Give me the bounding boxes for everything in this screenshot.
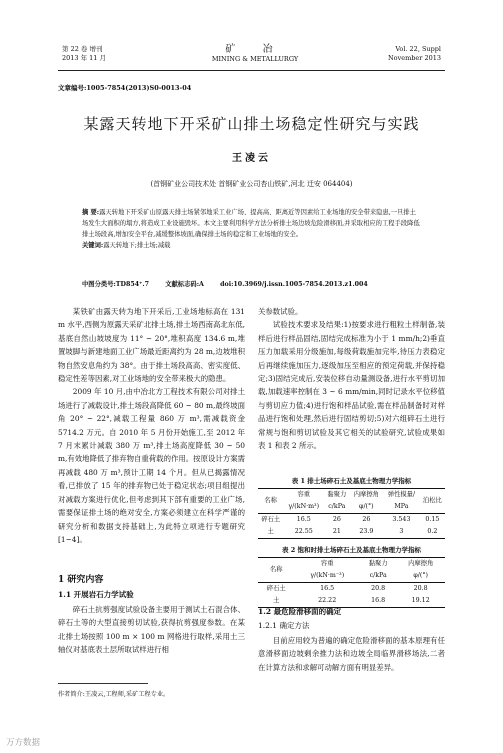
journal-name-en: MINING & METALLURGY [211,55,299,63]
paper-title: 某露天转地下开采矿山排土场稳定性研究与实践 [83,115,420,133]
table-cell: 23.9 [349,526,383,539]
table-unit-cell: φ/(°) [413,572,428,579]
author-name: 王凌云 [232,153,271,164]
test-requirements-paragraph: 试验技术要求及结果:1)按要求进行粗粒土样制备,装样后进行样品固结,固结完成标准为小于 1 mm/h;2)垂直压力加载采用分级施加,每级荷载施加完毕,待压力表稳定后再继续施加压力,逐级加压至相应的预定荷载,并保持稳定;3)固结完成后,安装位移自动量测设备,进行水平剪切加载,加载速率控制在 3 ~ 6 mm/min,同时记录水平位移值与剪切应力值;4)进行饱和样品试验,需在样品制备时对样品进行饱和处理,然后进行固结剪切;5)对六组碎石土进行常规与饱和剪切试验及其它相关的试验研究,试验成果如表 1 和表 2 所示。 [258,320,445,451]
table-cell: 16.8 [360,595,396,608]
clc-number: 中图分类号:TD854⁺.7 [82,281,149,288]
table-header-cell: 内摩擦角 [349,489,383,502]
table-unit-cell: c/kPa [369,572,387,579]
table-cell: 碎石土 [258,583,294,596]
table-2 [258,557,445,608]
journal-issue-info-en [388,45,441,63]
right-column-body [258,305,445,452]
table-row [258,526,445,539]
author-footnote: 作者简介:王凌云,工程师,采矿工程专业。 [58,691,170,698]
journal-name-cn: 矿 冶 [225,44,285,55]
table-row [258,514,445,527]
left-column-body [58,305,245,546]
table-cell: 21 [324,526,349,539]
table-cell: 20.8 [396,583,445,596]
date-line: 2013 年 11 月 [62,54,107,62]
keywords-line [82,240,422,251]
table-header-cell: 容重 [294,558,360,571]
watermark: 万方数据 [6,738,41,748]
table-unit-cell: MPa [394,503,409,510]
table-row [258,583,445,596]
table-header-cell: 弹性模量/ [383,489,420,502]
intro-paragraph-1: 某铁矿由露天转为地下开采后,工业场地标高在 131 m 水平,西侧为原露天采矿北排土场,排土场西南高北东低,基底自然山坡坡度为 11° ~ 20°,堆积高度 134.6 m,堆置坡脚与新建地面工业广场最近距离约为 28 m,边坡堆积物自然安息角约为 38°。由于排土场段高高、密实度低、稳定性差等因素,对工业场地的安全带来极大的隐患。 [58,307,245,384]
article-number: 文章编号:1005-7854(2013)S0-0013-04 [58,84,192,92]
section-heading-1-2: 1.2 最危险滑移面的确定 [258,607,342,616]
document-code: 文献标志码:A [165,281,204,288]
intro-paragraph-2: 2009 年 10 月,由中冶北方工程技术有限公司对排土场进行了减载设计,排土场段高降低 60 ~ 80 m,最终坡面角 20° ~ 22°,减载工程量 860 万 m³,需减载资金 5714.2 万元。自 2010 年 5 月份开始施工,至 2012 年 7 月末累计减载 380 万 m³,排土场高度降低 30 ~ 50 m,有效地降低了排弃物自重荷载的作用。按原设计方案需再减载 480 万 m³,预计工期 14 个月。但从已揭露情况看,已排放了 15 年的排弃物已处于稳定状态;项目组提出对减载方案进行优化,但考虑到其下部有重要的工业广场,需要保证排土场的绝对安全,方案必须建立在科学严谨的研究分析和数据支持基础上,为此特立项进行专题研究[1~4]。 [58,387,245,544]
classification-line [82,279,442,288]
table-unit-cell: c/kPa [328,503,346,510]
table-unit-cell: γ/(kN·m³) [288,503,320,510]
journal-issue-info [62,45,106,63]
footnote-rule [58,683,148,684]
table-1-caption: 表 1 排土场碎石土及基底土物理力学指标 [291,477,412,485]
table-cell: 0.15 [420,514,445,527]
table-cell: 碎石土 [258,514,283,527]
journal-name [180,45,330,64]
table-cell: 26 [349,514,383,527]
table-cell: 16.5 [283,514,324,527]
table-1 [258,488,445,539]
table-cell: 土 [258,595,294,608]
table-cell: 0.2 [420,526,445,539]
table-cell: 22.55 [283,526,324,539]
table-unit-cell: φ/(°) [359,503,374,510]
table-header-cell: 容重 [283,489,324,502]
section-heading-1: 1 研究内容 [58,575,104,585]
date-line-en: November 2013 [387,54,441,62]
continued-paragraph: 关参数试验。 [258,307,303,316]
keywords: 露天转地下;排土场;减载 [103,242,171,249]
header-rule [58,70,445,71]
abstract-label: 摘 要: [82,209,100,216]
table-cell: 19.12 [396,595,445,608]
table-cell: 土 [258,526,283,539]
table-cell: 22.22 [294,595,360,608]
method-paragraph: 目前应用较为普遍的确定危险滑移面的基本原理有任意滑移面边坡剩余推力法和边坡全局临界滑移场法,二者在计算方法和求解可动解方面有明显差异。 [258,636,445,672]
table-header-cell: 黏聚力 [360,558,396,571]
section-heading-1-2-1: 1.2.1 确定方法 [258,621,310,630]
table-2-caption: 表 2 饱和时排土场碎石土及基底土物理力学指标 [281,546,422,554]
section-heading-1-1: 1.1 开展岩石力学试验 [58,590,134,599]
table-header-cell: 名称 [258,489,283,514]
volume-line: 第 22 卷 增刊 [62,45,103,53]
doi: doi:10.3969/j.issn.1005-7854.2013.z1.004 [220,281,368,288]
table-header-cell: 内摩擦角 [396,558,445,571]
table-cell: 26 [324,514,349,527]
table-cell: 3 [383,526,420,539]
left-column-body-2 [58,603,245,657]
table-header-cell: 名称 [258,558,294,583]
table-cell: 16.5 [294,583,360,596]
section-1-1-paragraph: 碎石土抗剪强度试验设备主要用于测试土石混合体、碎石土等的大型直接剪切试验,获得抗剪强度参数。在某北排土场按照 100 m × 100 m 网格进行取样,采用土三轴仪对基底表土层所取试样进行相 [58,605,245,655]
table-unit-cell: γ/(kN·m⁻³) [310,572,345,579]
volume-line-en: Vol. 22, Suppl [395,45,441,53]
table-cell: 3.543 [383,514,420,527]
affiliation: (首钢矿业公司技术处 首钢矿业公司杏山铁矿,河北 迁安 064404) [150,180,353,188]
abstract-text [82,207,422,240]
abstract-body: 露天转地下开采矿山原露天排土场紧邻地采工业广场、提高高、距离近等因素给工业场地的安全带来隐患,一旦排土场发生大面积的塌方,将造成工业设施毁坏。本文主要利用科学方法分析排土场边坡危险滑移面,并采取相应的工程手段降低排土场段高,增加安全平台,减缓整体坡面,确保排土场的稳定和工业场地的安全。 [82,209,420,238]
abstract-block [82,207,422,251]
table-header-cell: 泊松比 [420,489,445,514]
table-header-cell: 黏聚力 [324,489,349,502]
keywords-label: 关键词: [82,242,104,249]
table-cell: 20.8 [360,583,396,596]
right-column-body-2 [258,634,445,674]
